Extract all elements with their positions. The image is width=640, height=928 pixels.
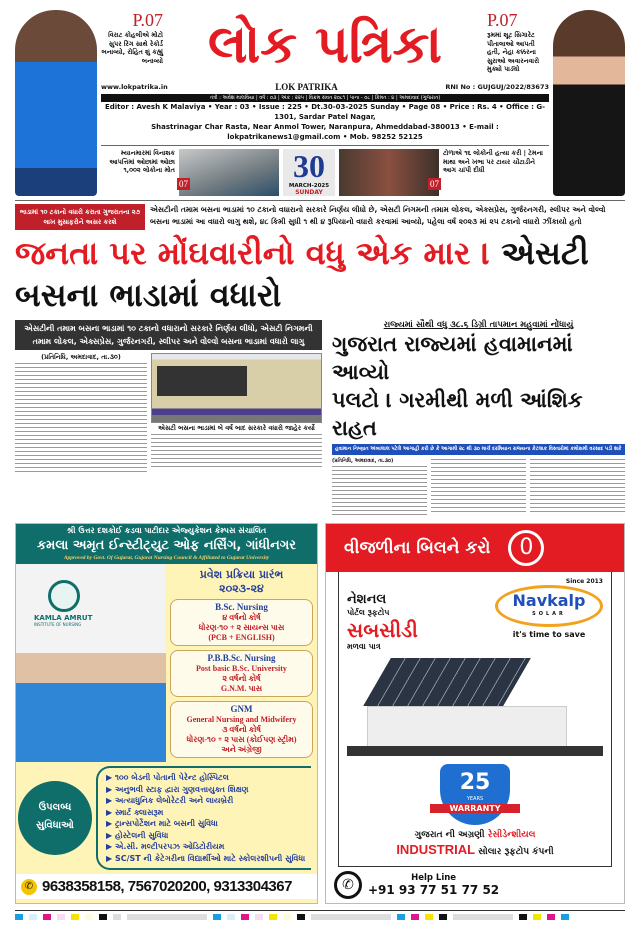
story-right-columns <box>332 458 625 515</box>
course-line: અને અંગ્રેજી <box>221 745 262 754</box>
navkalp-logo <box>495 585 603 627</box>
teaser-right: ટોળાએ ૧૬ લોકોની હત્યા કરી | ટેમના માથા અને ખભા પર ટાયર ચોંટાડીને આગ ચાંપી દીધી <box>443 149 544 174</box>
masthead-title-en: LOK PATRIKA <box>275 82 338 92</box>
phone-icon: ✆ <box>21 879 37 895</box>
nursing-ad <box>15 523 318 904</box>
bus-windows <box>157 366 247 396</box>
story-right-headline-1: ગુજરાત રાજ્યમાં હવામાનમાં આવ્યો <box>332 332 573 384</box>
course-line: Post basic B.Sc. University <box>196 664 287 673</box>
registration-swatch <box>213 914 221 920</box>
promo-3: સબસીડી <box>347 618 418 642</box>
story-left-text <box>15 353 147 474</box>
promo-4: મળવા પાત્ર <box>347 642 381 651</box>
registration-swatch <box>227 914 235 920</box>
course-line: ૨ વર્ષનો કોર્ષ <box>222 674 261 683</box>
helpline-label: Help Line <box>411 873 457 883</box>
facility-item: ▶ અનુભવી સ્ટાફ દ્વારા ગુણવત્તાયુક્ત શિક્ષણ <box>106 784 249 794</box>
bus-caption: એસટી બસના ભાડામાં બે વર્ષ બાદ સરકારે વધારો જાહેર કર્યો <box>158 424 315 432</box>
registration-swatch <box>439 914 447 920</box>
left-ear <box>101 10 163 65</box>
masthead <box>15 10 625 196</box>
helpline-row <box>326 867 624 903</box>
story-left-dateline: (પ્રતિનિધિ, અમદાવાદ, તા.૩૦) <box>41 353 121 361</box>
nursing-phone-bar <box>16 874 317 899</box>
masthead-logo: લોક પત્રિકા <box>207 15 443 75</box>
registration-swatch <box>113 914 121 920</box>
course-card-gnm <box>170 701 313 758</box>
date-weekday: SUNDAY <box>295 189 323 196</box>
since-label: Since 2013 <box>565 578 603 585</box>
brand-sub: SOLAR <box>532 611 566 617</box>
nursing-photo-bg <box>16 564 166 762</box>
masthead-center <box>101 10 549 196</box>
registration-swatch <box>99 914 107 920</box>
course-title: B.Sc. Nursing <box>215 602 268 612</box>
main-headline-red: જનતા પર મોંઘવારીનો વધુ એક માર । <box>15 234 491 272</box>
registration-swatch <box>561 914 569 920</box>
story-right-col-2 <box>431 458 526 515</box>
teaser-left-photo <box>179 149 279 196</box>
house-roof-solar <box>363 658 531 706</box>
facility-text: એ.સી. મલ્ટીપરપઝ ઓડિટોરીયમ <box>114 842 225 851</box>
bus-block <box>151 353 322 474</box>
story-left <box>15 320 322 515</box>
registration-swatch <box>57 914 65 920</box>
registration-swatch <box>533 914 541 920</box>
highlight-box: ભાડામાં ૧૦ ટકાનો વધારો કરાતા ગુજરાતના ૨૭ લાખ મુસાફરોને અસર કરશે <box>15 204 145 230</box>
course-title: GNM <box>230 704 253 714</box>
registration-swatch <box>519 914 527 920</box>
main-headline <box>15 232 625 316</box>
teaser-left: મ્યાનમારમાં વિનાશક આપત્તિમાં ઓછામાં ઓછા ૧,૦૦૨ લોકોના મોત <box>109 149 175 174</box>
registration-swatch <box>297 914 305 920</box>
right-ear-text: રૂમમાં શૂટ સિગારેટ પીતાલાઓ આપતી હતી, નેહા કક્કરના સુરાઓ અવારનવારો મુક્યો પાડ્યો <box>487 31 540 73</box>
story-left-body <box>15 362 147 474</box>
facility-item: ▶ અત્યાધુનિક લેબોરેટરી અને લાયબ્રેરી <box>106 796 234 805</box>
course-line: General Nursing and Midwifery <box>186 715 297 724</box>
nursing-year: ૨૦૨૩-૨૪ <box>219 582 264 595</box>
solar-line-1b: રેસીડેન્શીયલ <box>487 830 536 840</box>
nursing-phones: 9638358158, 7567020200, 9313304367 <box>42 878 292 895</box>
warranty-ribbon: WARRANTY <box>430 804 520 813</box>
story-right-col-3 <box>530 458 625 515</box>
warranty-shield <box>440 764 510 825</box>
masthead-rni: RNI No : GUJGUJ/2022/83673 <box>445 82 549 91</box>
registration-swatch <box>283 914 291 920</box>
facility-text: સ્માર્ટ ક્લાસરૂમ <box>114 807 164 817</box>
course-line: ધોરણ-૧૦ + ૨ સાયન્સ પાસ <box>198 623 285 632</box>
solar-ad <box>325 523 625 904</box>
facilities-badge: ઉપલબ્ધ સુવિધાઓ <box>22 785 88 851</box>
masthead-url: www.lokpatrika.in <box>101 82 168 91</box>
registration-swatch <box>311 914 391 920</box>
masthead-info-1: Editor : Avesh K Malaviya • Year : 03 • Issue : 225 • Dt.30-03-2025 Sunday • Page 08 • Price : Rs. 4 • Office : G-1301, Sardar Patel Nagar, <box>104 103 546 121</box>
main-headline-black: એસટી બસના ભાડામાં વધારો <box>15 234 589 314</box>
story-right-bluebar: હવામાન નિષ્ણાત અંબાલાલ પટેલે આગાહી કરી છે કે આગામી ૨૮ થી ૩૦ માર્ચ દરમિયાન રાજ્યના કેટલાક વિસ્તારોમાં કમોસમી વરસાદ પડી શકે <box>332 444 625 455</box>
course-line: ૪ વર્ષનો કોર્ષ <box>222 613 261 622</box>
nursing-body <box>16 564 317 762</box>
house-image <box>347 658 603 758</box>
house-base <box>347 746 603 756</box>
promo-block <box>347 578 418 652</box>
highlight-text: એસટીની તમામ બસના ભાડામાં ૧૦ ટકાનો વધારાનો સરકારે નિર્ણય લીધો છે, એસટી નિગમની તમામ લોકલ, એક્સપ્રેસ, ગુર્જરનગરી, સ્લીપર અને વોલ્વો બસના ભાડામાં આ વધારો લાગુ થશે, ૪૮ કિમી સુધી ૧ થી ૪ રૂપિયાનો વધારો કરવામાં આવ્યો, પહેલા વર્ષ ૨૦૨૩ માં ૨૫ ટકાનો વધારો ઝીંકાયો હતો <box>150 205 606 226</box>
story-right-headline-2: પલટો । ગરમીથી મળી આંશિક રાહત <box>332 388 583 440</box>
facility-text: હોસ્ટેલની સુવિધા <box>114 830 169 840</box>
warranty-years: YEARS <box>466 796 484 802</box>
stories-row <box>15 320 625 515</box>
registration-swatch <box>85 914 93 920</box>
promo-1: નેશનલ <box>347 592 387 607</box>
right-ear-page: P.07 <box>487 10 518 30</box>
nursing-admission: પ્રવેશ પ્રક્રિયા પ્રારંભ <box>199 568 284 581</box>
solar-header-text: વીજળીના બિલને કરો <box>344 538 491 558</box>
facility-text: અત્યાધુનિક લેબોરેટરી અને લાયબ્રેરી <box>114 796 234 805</box>
registration-swatch <box>411 914 419 920</box>
solar-line-2a: INDUSTRIAL <box>396 842 476 857</box>
facilities-section <box>16 762 317 874</box>
teaser-right-photo <box>339 149 439 196</box>
nursing-header <box>16 524 317 564</box>
course-line: (PCB + ENGLISH) <box>208 633 275 642</box>
facility-text: અનુભવી સ્ટાફ દ્વારા ગુણવત્તાયુક્ત શિક્ષણ <box>114 784 249 794</box>
highlight-row <box>15 200 625 230</box>
registration-swatch <box>15 914 23 920</box>
registration-swatch <box>255 914 263 920</box>
helpline-phone-icon: ✆ <box>334 871 362 899</box>
registration-swatch <box>425 914 433 920</box>
facility-item: ▶ ટ્રાન્સપોર્ટેશન માટે બસની સુવિધા <box>106 819 218 828</box>
solar-brand-row <box>347 578 603 652</box>
course-line: ૩ વર્ષનો કોર્ષ <box>222 725 261 734</box>
facility-text: ટ્રાન્સપોર્ટેશન માટે બસની સુવિધા <box>114 819 218 828</box>
promo-2: પોર્ટલ રૂફટોપ <box>347 608 390 617</box>
solar-line-1a: ગુજરાત ની અગ્રણી <box>414 830 485 840</box>
nursing-top: શ્રી ઉત્તર દશકોઈ કડવા પાટીદાર એજ્યુકેશન કેમ્પસ સંચાલિત <box>66 526 267 535</box>
masthead-sub-row <box>101 82 549 92</box>
facility-item: ▶ સ્માર્ટ ક્લાસરૂમ <box>106 807 164 817</box>
facility-item: ▶ એ.સી. મલ્ટીપરપઝ ઓડિટોરીયમ <box>106 842 225 851</box>
color-registration-bar <box>15 914 625 920</box>
teaser-left-page: 07 <box>179 179 188 189</box>
registration-swatch <box>397 914 405 920</box>
facility-item: ▶ હોસ્ટેલની સુવિધા <box>106 830 169 840</box>
left-ear-photo <box>15 10 97 196</box>
zero-icon: 0 <box>508 530 544 566</box>
ads-row <box>15 523 625 904</box>
right-ear <box>487 10 549 74</box>
facility-item: ▶ ૧૦૦ બેડની પોતાની પેરેન્ટ હોસ્પિટલ <box>106 773 229 782</box>
bus-photo <box>151 353 322 423</box>
course-line: G.N.M. પાસ <box>220 684 263 693</box>
facility-text: ૧૦૦ બેડની પોતાની પેરેન્ટ હોસ્પિટલ <box>114 773 229 782</box>
nursing-courses <box>166 564 317 762</box>
story-left-banner: એસટીની તમામ બસના ભાડામાં ૧૦ ટકાનો વધારાનો સરકારે નિર્ણય લીધો, એસટી નિગમની તમામ લોકલ, એક્સપ્રેસ, ગુર્જરનગરી, સ્લીપર અને વોલ્વો બસના ભાડામાં વધારો લાગુ <box>15 320 322 350</box>
facility-item: ▶ SC/ST ની કેટેગરીના વિદ્યાર્થીઓ માટે સ્કોલરશીપની સુવિધા <box>106 853 306 863</box>
registration-swatch <box>43 914 51 920</box>
warranty-number: 25 <box>459 770 491 795</box>
registration-swatch <box>29 914 37 920</box>
story-right-dateline: (પ્રતિનિધિ, અમદાવાદ, તા.૩૦) <box>332 458 394 464</box>
helpline-block <box>368 873 499 897</box>
masthead-top-row <box>101 10 549 80</box>
course-title: P.B.B.Sc. Nursing <box>207 653 276 663</box>
story-left-columns <box>15 353 322 474</box>
course-card-pbbsc <box>170 650 313 697</box>
date-box <box>283 149 335 196</box>
registration-swatch <box>547 914 555 920</box>
registration-swatch <box>269 914 277 920</box>
bottom-rule <box>15 910 625 911</box>
nursing-name: કમલા અમૃત ઈન્સ્ટીટ્યુટ ઓફ નર્સિંગ, ગાંધીનગર <box>36 538 297 553</box>
right-ear-photo <box>553 10 625 196</box>
facilities-list <box>96 766 311 870</box>
date-day: 30 <box>293 148 325 184</box>
brand-block <box>495 578 603 652</box>
nursing-logo-sub: INSTITUTE OF NURSING <box>34 622 82 627</box>
facility-text: SC/ST ની કેટેગરીના વિદ્યાર્થીઓ માટે સ્કોલરશીપની સુવિધા <box>114 853 306 863</box>
story-right-col-1 <box>332 465 427 515</box>
registration-swatch <box>453 914 513 920</box>
course-line: ધોરણ-૧૦ + ૨ પાસ (કોઈપણ સ્ટ્રીમ) <box>186 735 297 744</box>
registration-swatch <box>127 914 207 920</box>
bus-caption-body <box>151 433 322 469</box>
house-wall <box>367 706 567 748</box>
registration-swatch <box>71 914 79 920</box>
tagline: it's time to save <box>512 630 586 639</box>
helpline-number: +91 93 77 51 77 52 <box>368 883 500 897</box>
nursing-approved: Approved by Govt. Of Gujarat, Gujarat Nursing Council & Affiliated to Gujarat University <box>63 555 270 561</box>
teaser-row <box>101 145 549 196</box>
left-ear-text: વિરાટ કોહલીએ મોટો સુપર રિંગ સાથે રેકોર્ડ બનાવ્યો, રોહિત શું કહ્યું બનાવ્યો <box>101 31 163 65</box>
nursing-logo-name: KAMLA AMRUT <box>34 614 93 622</box>
solar-frame <box>338 572 612 867</box>
solar-header <box>326 524 624 572</box>
story-right-kicker: રાજ્યમાં સૌથી વધુ ૩૮.૬ ડિગ્રી તાપમાન મહુવામાં નોંધાયું <box>383 320 574 330</box>
nursing-logo-icon <box>48 580 80 612</box>
teaser-right-page: 07 <box>430 179 439 189</box>
solar-line-2b: સોલાર રૂફટોપ કંપની <box>478 847 554 857</box>
solar-line-2 <box>347 842 603 860</box>
course-card-bsc <box>170 599 313 646</box>
masthead-strip: તંત્રી : અવેશ માલવિયા | વર્ષ : ૦૩ | અંક : ૨૨૫ | વિક્રમ સંવત ૨૦૮૧ | પાના - ૦૮ | કિંમત : ૪ | અમદાવાદ (ગુજરાત) <box>101 94 549 102</box>
story-right-col-1-wrap <box>332 458 427 515</box>
left-ear-page: P.07 <box>132 10 163 30</box>
date-month: MARCH-2025 <box>288 183 330 189</box>
brand-name: Navkalp <box>512 591 586 610</box>
story-right <box>332 320 625 515</box>
registration-swatch <box>241 914 249 920</box>
masthead-info-2: Shastrinagar Char Rasta, Near Anmol Tower, Naranpura, Ahmeddabad-380013 • E-mail : lokpatrikanews1@gmail.com • Mob. 98252 52125 <box>151 123 499 141</box>
solar-line-1 <box>347 829 603 842</box>
